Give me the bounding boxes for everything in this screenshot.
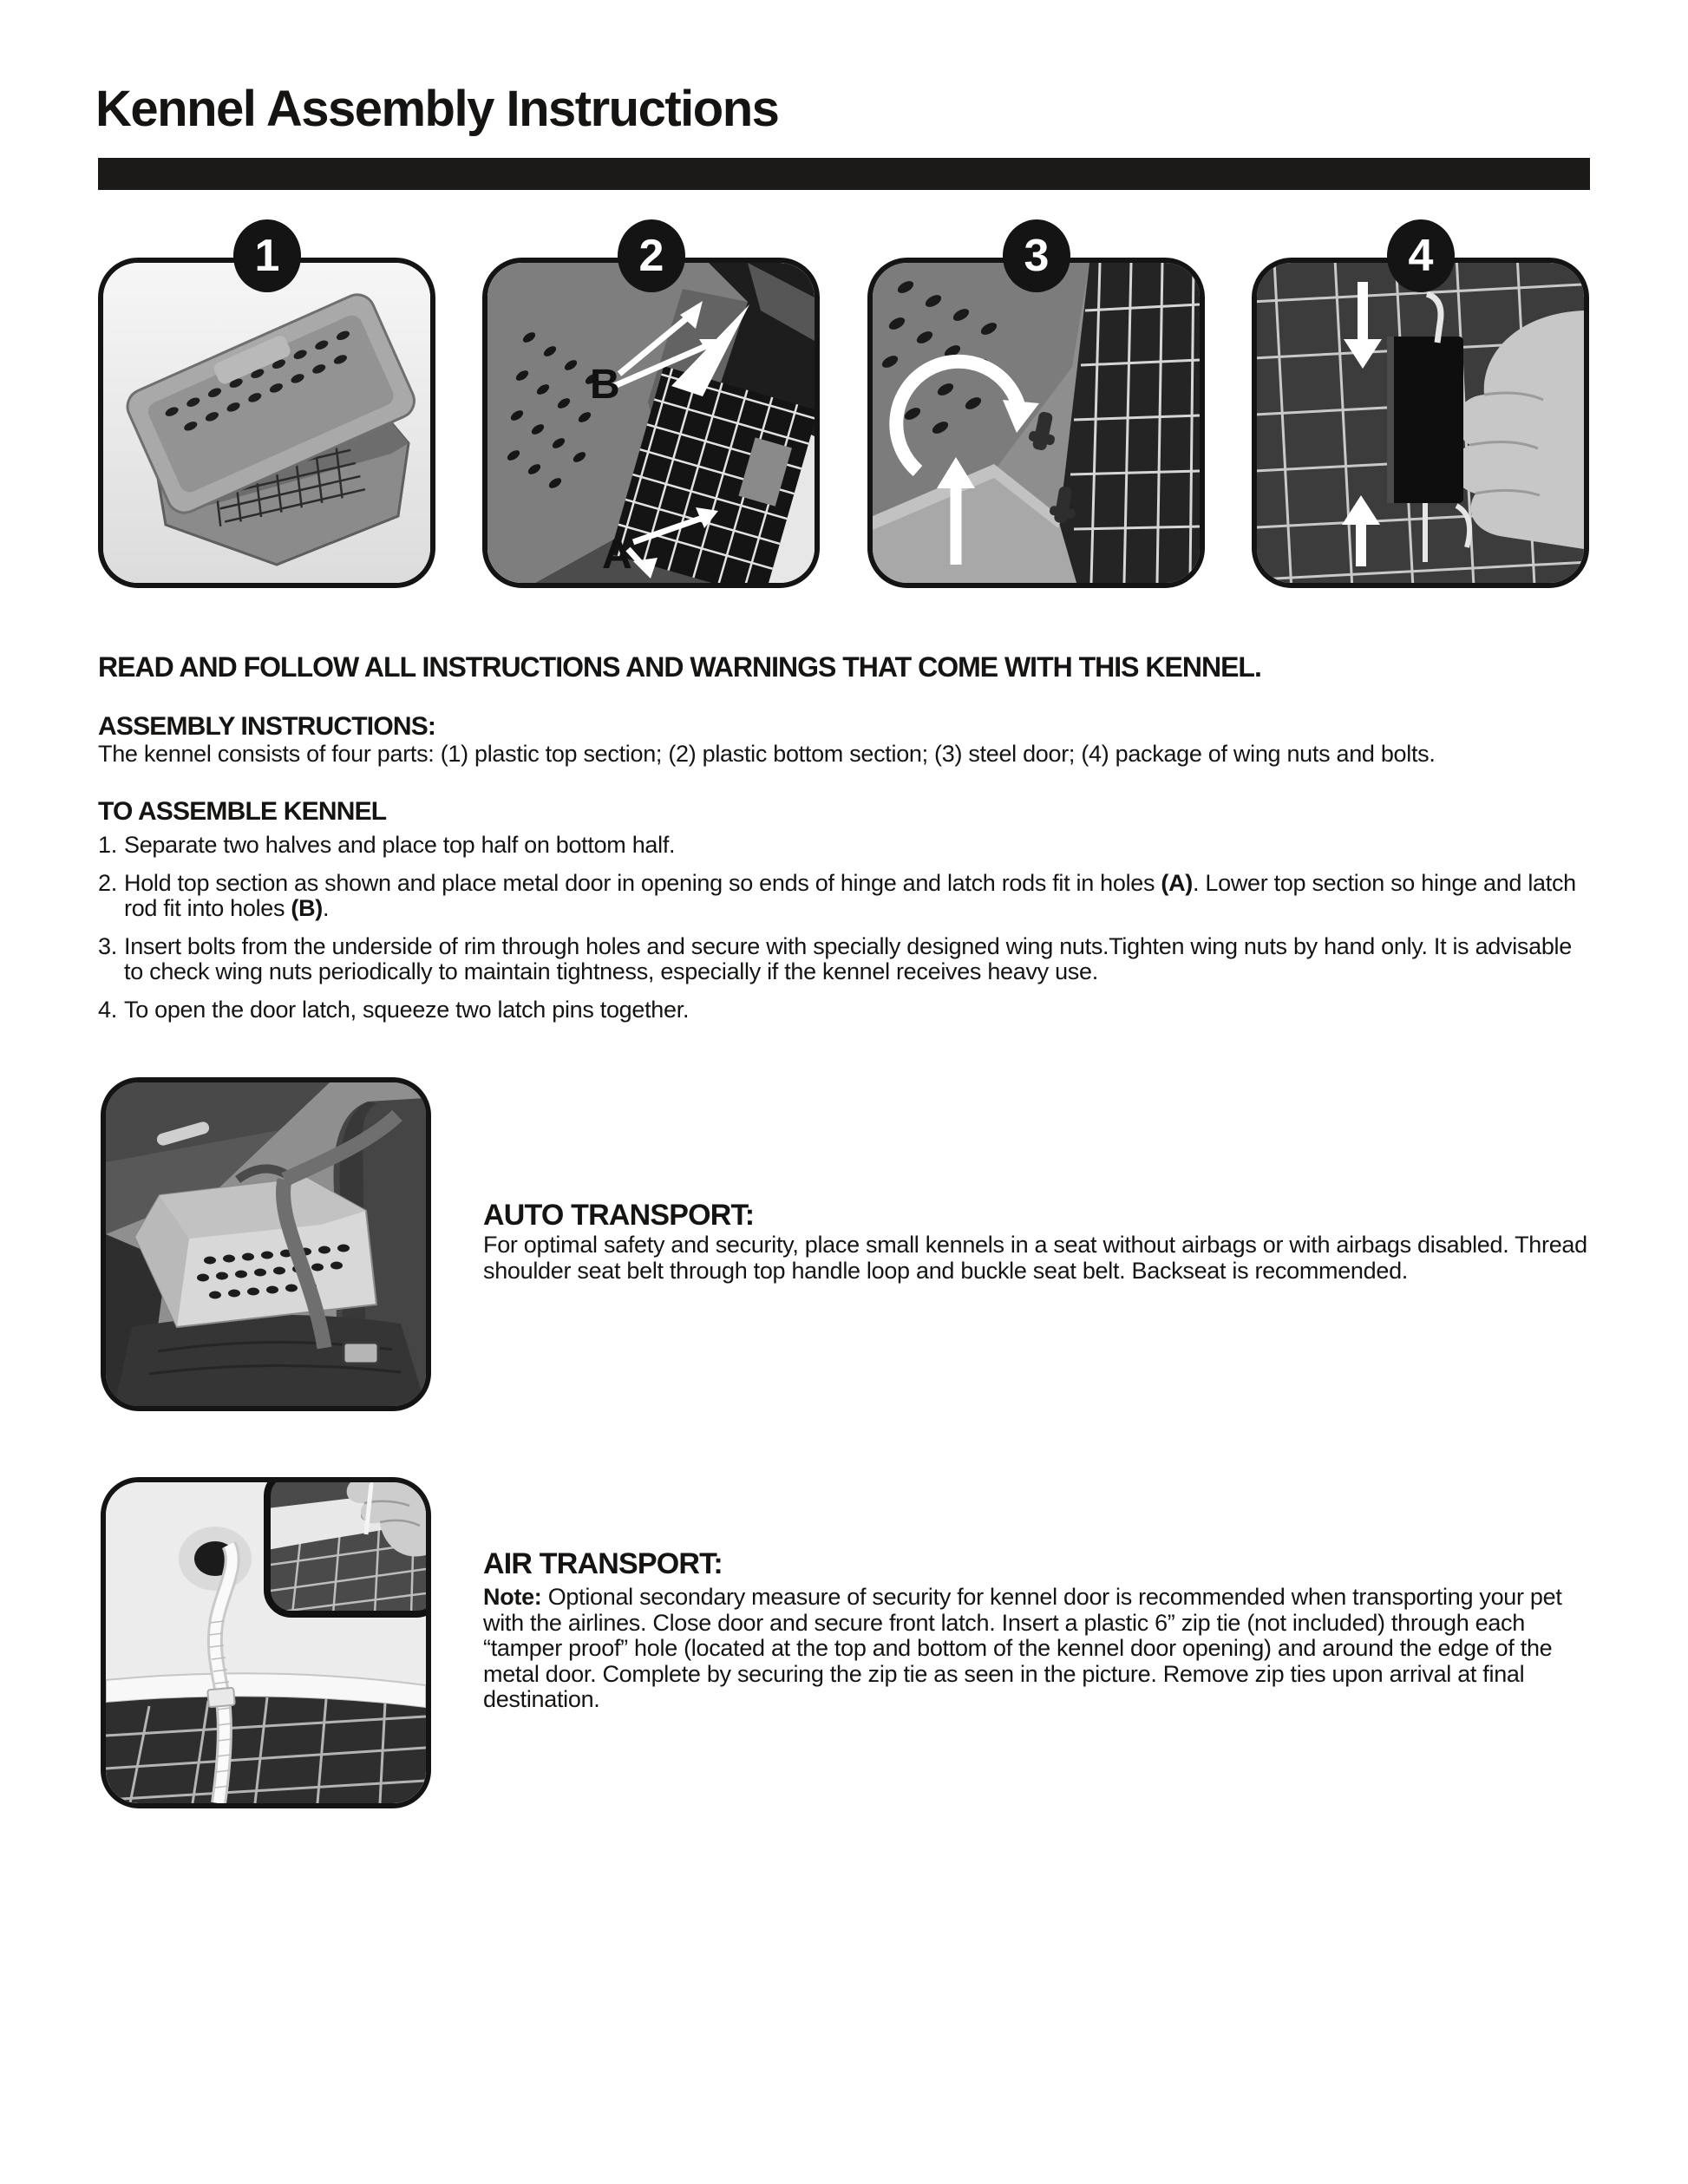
step4-figure xyxy=(1252,258,1589,588)
step-number: 4. xyxy=(98,996,117,1023)
inset-photo xyxy=(267,1482,426,1614)
assembly-step-4 xyxy=(98,997,1592,1023)
step3-number-badge: 3 xyxy=(1003,219,1070,292)
auto-transport-body: For optimal safety and security, place small kennels in a seat without airbags or with airbags disabled. Thread shoulder seat belt through top handle loop and buckle seat belt. Backseat is recommended. xyxy=(483,1232,1587,1284)
step4-number-badge: 4 xyxy=(1387,219,1455,292)
assembly-steps-list xyxy=(98,833,1592,1035)
assembly-instructions-body: The kennel consists of four parts: (1) plastic top section; (2) plastic bottom section; (3) steel door; (4) package of wing nuts and bolts. xyxy=(98,741,1436,767)
step-number: 3. xyxy=(98,932,117,959)
auto-transport-figure xyxy=(101,1077,431,1411)
step-text: Hold top section as shown and place metal door in opening so ends of hinge and latch rods fit in holes (A). Lower top section so hinge and latch rod fit into holes (B). xyxy=(124,869,1576,921)
title-rule xyxy=(98,158,1590,190)
warning-heading: READ AND FOLLOW ALL INSTRUCTIONS AND WARNINGS THAT COME WITH THIS KENNEL. xyxy=(98,651,1261,683)
auto-transport-heading: AUTO TRANSPORT: xyxy=(483,1199,755,1232)
air-transport-heading: AIR TRANSPORT: xyxy=(483,1547,723,1580)
hole-label-b: B xyxy=(590,362,620,408)
step-text: Insert bolts from the underside of rim through holes and secure with specially designed wing nuts.Tighten wing nuts by hand only. It is advisable to check wing nuts periodically to maintain tightness, especially if the kennel receives heavy use. xyxy=(124,932,1572,984)
air-transport-figure xyxy=(101,1477,431,1808)
latch-housing xyxy=(1387,337,1463,503)
assembly-step-3 xyxy=(98,934,1592,985)
step2-photo xyxy=(487,263,815,583)
note-label: Note: xyxy=(483,1584,542,1610)
auto-transport-photo xyxy=(106,1082,426,1406)
step-number: 1. xyxy=(98,832,117,858)
assembly-instructions-heading: ASSEMBLY INSTRUCTIONS: xyxy=(98,712,436,741)
step2-figure xyxy=(482,258,820,588)
step-number: 2. xyxy=(98,869,117,896)
page-title: Kennel Assembly Instructions xyxy=(95,81,779,137)
air-transport-body xyxy=(483,1585,1604,1713)
step3-photo xyxy=(873,263,1200,583)
step1-figure xyxy=(98,258,435,588)
step-text: Separate two halves and place top half on bottom half. xyxy=(124,832,676,858)
hole-label-a: A xyxy=(602,532,632,578)
step2-number-badge: 2 xyxy=(618,219,685,292)
step1-number-badge: 1 xyxy=(233,219,301,292)
step1-photo xyxy=(103,263,430,583)
to-assemble-heading: TO ASSEMBLE KENNEL xyxy=(98,797,387,826)
step3-figure xyxy=(867,258,1205,588)
step-text: To open the door latch, squeeze two latch pins together. xyxy=(124,996,690,1023)
air-transport-photo xyxy=(106,1482,426,1803)
step4-photo xyxy=(1257,263,1584,583)
assembly-step-1 xyxy=(98,833,1592,859)
note-text: Optional secondary measure of security for kennel door is recommended when transporting your pet with the airlines. Close door and secure front latch. Insert a plastic 6” zip tie (not included) through each “tamper proof” hole (located at the top and bottom of the kennel door opening) and around the edge of the metal door. Complete by securing the zip tie as seen in the picture. Remove zip ties upon arrival at final destination. xyxy=(483,1584,1562,1712)
assembly-step-2 xyxy=(98,871,1592,922)
